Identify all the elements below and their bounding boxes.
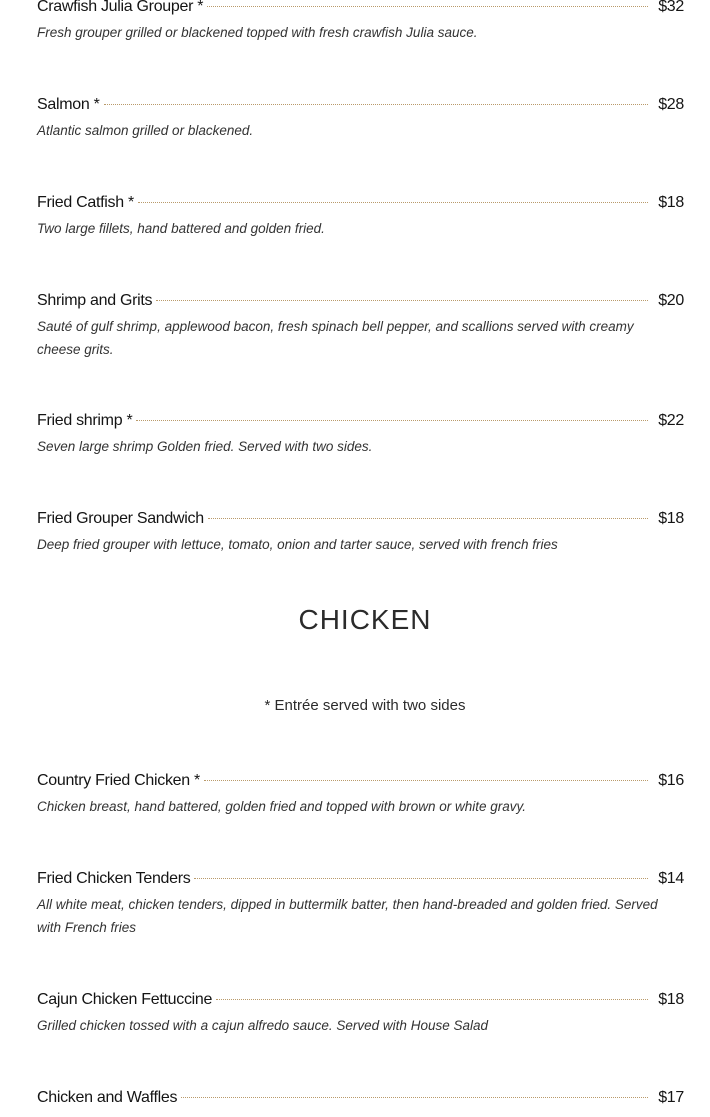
dot-leader [156,300,648,301]
item-description: Chicken breast, hand battered, golden fried and topped with brown or white gravy. [37,799,527,814]
item-header [37,0,684,18]
item-description: Fresh grouper grilled or blackened topped with fresh crawfish Julia sauce. [37,25,478,40]
dot-leader [207,6,648,7]
menu-item-cajun-chicken-fettuccine [37,991,684,1038]
item-price: $22 [658,412,684,429]
item-name: Crawfish Julia Grouper * [37,0,204,15]
item-header [37,412,684,432]
menu-item-fried-grouper-sandwich [37,510,684,557]
item-name: Fried shrimp * [37,412,133,429]
item-price: $28 [658,96,684,113]
item-header [37,1089,684,1109]
dot-leader [138,202,648,203]
menu-item-salmon [37,96,684,143]
item-price: $16 [658,772,684,789]
dot-leader [136,420,648,421]
section-note: * Entrée served with two sides [264,697,466,714]
item-name: Shrimp and Grits [37,292,153,309]
item-header [37,991,684,1011]
menu-item-shrimp-and-grits [37,292,684,361]
item-header [37,194,684,214]
item-description: Sauté of gulf shrimp, applewood bacon, fresh spinach bell pepper, and scallions served with creamy cheese grits. [37,319,634,357]
item-name: Cajun Chicken Fettuccine [37,991,213,1008]
dot-leader [104,104,649,105]
item-description: Seven large shrimp Golden fried. Served with two sides. [37,439,373,454]
item-description: Deep fried grouper with lettuce, tomato, onion and tarter sauce, served with french fries [37,537,558,552]
item-price: $18 [658,194,684,211]
menu-item-fried-catfish [37,194,684,241]
item-price: $17 [658,1089,684,1106]
item-name: Fried Chicken Tenders [37,870,191,887]
item-description: Grilled chicken tossed with a cajun alfredo sauce. Served with House Salad [37,1018,488,1033]
dot-leader [194,878,648,879]
dot-leader [216,999,648,1000]
menu-item-fried-shrimp [37,412,684,459]
menu-item-fried-chicken-tenders [37,870,684,939]
item-header [37,510,684,530]
item-price: $18 [658,510,684,527]
item-price: $14 [658,870,684,887]
dot-leader [208,518,648,519]
dot-leader [181,1097,648,1098]
menu-item-chicken-and-waffles [37,1089,684,1109]
section-title-chicken: CHICKEN [298,604,432,635]
item-header [37,870,684,890]
item-price: $20 [658,292,684,309]
menu-item-crawfish-julia-grouper [37,0,684,45]
menu-item-country-fried-chicken [37,772,684,819]
item-description: Atlantic salmon grilled or blackened. [37,123,254,138]
item-name: Salmon * [37,96,100,113]
item-description: Two large fillets, hand battered and golden fried. [37,221,325,236]
item-name: Fried Catfish * [37,194,134,211]
item-header [37,96,684,116]
dot-leader [204,780,648,781]
item-name: Fried Grouper Sandwich [37,510,204,527]
item-name: Chicken and Waffles [37,1089,178,1106]
item-description: All white meat, chicken tenders, dipped in buttermilk batter, then hand-breaded and golden fried. Served with French fries [37,897,658,935]
item-name: Country Fried Chicken * [37,772,200,789]
item-price: $32 [658,0,684,15]
item-header [37,772,684,792]
item-price: $18 [658,991,684,1008]
item-header [37,292,684,312]
